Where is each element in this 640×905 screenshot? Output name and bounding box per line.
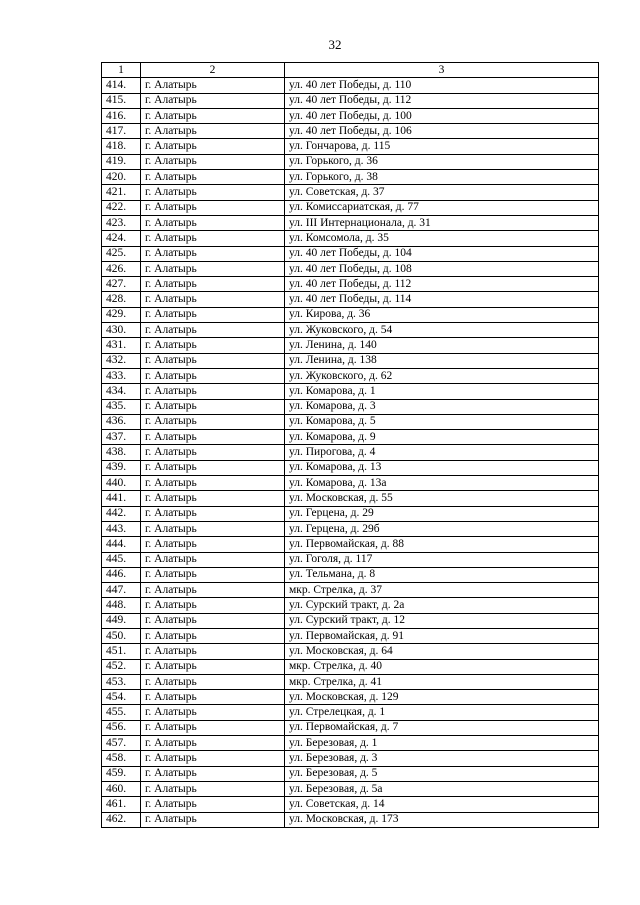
row-number: 439. bbox=[102, 460, 141, 475]
row-city: г. Алатырь bbox=[141, 506, 285, 521]
row-number: 455. bbox=[102, 705, 141, 720]
table-row bbox=[102, 384, 599, 399]
row-city: г. Алатырь bbox=[141, 246, 285, 261]
table-row bbox=[102, 460, 599, 475]
row-city: г. Алатырь bbox=[141, 368, 285, 383]
row-number: 420. bbox=[102, 170, 141, 185]
row-number: 440. bbox=[102, 476, 141, 491]
row-number: 449. bbox=[102, 613, 141, 628]
row-city: г. Алатырь bbox=[141, 628, 285, 643]
table-row bbox=[102, 583, 599, 598]
table-row bbox=[102, 644, 599, 659]
row-address: ул. Гоголя, д. 117 bbox=[285, 552, 599, 567]
table-row bbox=[102, 231, 599, 246]
table-row bbox=[102, 338, 599, 353]
row-city: г. Алатырь bbox=[141, 751, 285, 766]
table-row bbox=[102, 705, 599, 720]
row-city: г. Алатырь bbox=[141, 124, 285, 139]
table-row bbox=[102, 292, 599, 307]
row-number: 424. bbox=[102, 231, 141, 246]
table-row bbox=[102, 690, 599, 705]
table-row bbox=[102, 399, 599, 414]
table-row bbox=[102, 323, 599, 338]
row-city: г. Алатырь bbox=[141, 736, 285, 751]
row-city: г. Алатырь bbox=[141, 491, 285, 506]
table-row bbox=[102, 185, 599, 200]
row-address: ул. Первомайская, д. 88 bbox=[285, 537, 599, 552]
address-table bbox=[101, 62, 599, 828]
row-address: ул. Березовая, д. 3 bbox=[285, 751, 599, 766]
row-city: г. Алатырь bbox=[141, 781, 285, 796]
table-row bbox=[102, 78, 599, 93]
table-row bbox=[102, 430, 599, 445]
row-address: мкр. Стрелка, д. 37 bbox=[285, 583, 599, 598]
row-address: ул. Тельмана, д. 8 bbox=[285, 567, 599, 582]
row-address: ул. 40 лет Победы, д. 104 bbox=[285, 246, 599, 261]
row-number: 415. bbox=[102, 93, 141, 108]
row-number: 432. bbox=[102, 353, 141, 368]
row-number: 442. bbox=[102, 506, 141, 521]
table-row bbox=[102, 368, 599, 383]
row-city: г. Алатырь bbox=[141, 797, 285, 812]
row-number: 419. bbox=[102, 154, 141, 169]
row-city: г. Алатырь bbox=[141, 690, 285, 705]
row-address: ул. 40 лет Победы, д. 106 bbox=[285, 124, 599, 139]
row-city: г. Алатырь bbox=[141, 659, 285, 674]
table-row bbox=[102, 537, 599, 552]
row-number: 428. bbox=[102, 292, 141, 307]
row-address: ул. Советская, д. 37 bbox=[285, 185, 599, 200]
row-number: 453. bbox=[102, 674, 141, 689]
row-address: ул. Березовая, д. 5 bbox=[285, 766, 599, 781]
table-row bbox=[102, 552, 599, 567]
row-city: г. Алатырь bbox=[141, 583, 285, 598]
table-row bbox=[102, 613, 599, 628]
row-city: г. Алатырь bbox=[141, 277, 285, 292]
row-address: ул. 40 лет Победы, д. 112 bbox=[285, 277, 599, 292]
row-number: 444. bbox=[102, 537, 141, 552]
row-city: г. Алатырь bbox=[141, 537, 285, 552]
row-address: ул. Первомайская, д. 7 bbox=[285, 720, 599, 735]
row-city: г. Алатырь bbox=[141, 200, 285, 215]
row-number: 450. bbox=[102, 628, 141, 643]
row-number: 425. bbox=[102, 246, 141, 261]
table-row bbox=[102, 154, 599, 169]
row-address: ул. Горького, д. 36 bbox=[285, 154, 599, 169]
row-number: 423. bbox=[102, 215, 141, 230]
table-row bbox=[102, 353, 599, 368]
row-city: г. Алатырь bbox=[141, 338, 285, 353]
row-number: 430. bbox=[102, 323, 141, 338]
row-address: ул. Сурский тракт, д. 12 bbox=[285, 613, 599, 628]
row-address: ул. Кирова, д. 36 bbox=[285, 307, 599, 322]
row-address: ул. Комиссариатская, д. 77 bbox=[285, 200, 599, 215]
row-number: 435. bbox=[102, 399, 141, 414]
row-number: 448. bbox=[102, 598, 141, 613]
table-row bbox=[102, 720, 599, 735]
row-number: 421. bbox=[102, 185, 141, 200]
row-city: г. Алатырь bbox=[141, 231, 285, 246]
row-address: ул. Ленина, д. 140 bbox=[285, 338, 599, 353]
row-address: ул. Пирогова, д. 4 bbox=[285, 445, 599, 460]
table-row bbox=[102, 491, 599, 506]
row-address: ул. Московская, д. 55 bbox=[285, 491, 599, 506]
row-address: ул. Московская, д. 64 bbox=[285, 644, 599, 659]
row-city: г. Алатырь bbox=[141, 307, 285, 322]
table-row bbox=[102, 628, 599, 643]
row-city: г. Алатырь bbox=[141, 613, 285, 628]
row-address: мкр. Стрелка, д. 41 bbox=[285, 674, 599, 689]
row-number: 437. bbox=[102, 430, 141, 445]
table-row bbox=[102, 521, 599, 536]
table-row bbox=[102, 812, 599, 827]
row-city: г. Алатырь bbox=[141, 476, 285, 491]
row-number: 429. bbox=[102, 307, 141, 322]
row-address: ул. 40 лет Победы, д. 112 bbox=[285, 93, 599, 108]
table-row bbox=[102, 598, 599, 613]
row-number: 438. bbox=[102, 445, 141, 460]
row-city: г. Алатырь bbox=[141, 185, 285, 200]
row-address: ул. Жуковского, д. 54 bbox=[285, 323, 599, 338]
table-row bbox=[102, 277, 599, 292]
row-city: г. Алатырь bbox=[141, 170, 285, 185]
table-row bbox=[102, 797, 599, 812]
row-number: 460. bbox=[102, 781, 141, 796]
row-city: г. Алатырь bbox=[141, 215, 285, 230]
row-address: ул. Гончарова, д. 115 bbox=[285, 139, 599, 154]
row-number: 459. bbox=[102, 766, 141, 781]
table-row bbox=[102, 246, 599, 261]
row-city: г. Алатырь bbox=[141, 384, 285, 399]
row-number: 447. bbox=[102, 583, 141, 598]
row-address: ул. III Интернационала, д. 31 bbox=[285, 215, 599, 230]
row-address: ул. Герцена, д. 29 bbox=[285, 506, 599, 521]
row-city: г. Алатырь bbox=[141, 292, 285, 307]
row-city: г. Алатырь bbox=[141, 705, 285, 720]
row-number: 441. bbox=[102, 491, 141, 506]
row-city: г. Алатырь bbox=[141, 261, 285, 276]
row-address: ул. Комсомола, д. 35 bbox=[285, 231, 599, 246]
table-row bbox=[102, 736, 599, 751]
row-address: ул. Горького, д. 38 bbox=[285, 170, 599, 185]
table-row bbox=[102, 170, 599, 185]
row-address: ул. Первомайская, д. 91 bbox=[285, 628, 599, 643]
row-city: г. Алатырь bbox=[141, 445, 285, 460]
row-address: ул. Комарова, д. 13 bbox=[285, 460, 599, 475]
row-address: ул. 40 лет Победы, д. 114 bbox=[285, 292, 599, 307]
row-city: г. Алатырь bbox=[141, 460, 285, 475]
row-number: 427. bbox=[102, 277, 141, 292]
row-address: ул. Стрелецкая, д. 1 bbox=[285, 705, 599, 720]
row-city: г. Алатырь bbox=[141, 720, 285, 735]
table-row bbox=[102, 506, 599, 521]
row-number: 445. bbox=[102, 552, 141, 567]
row-number: 426. bbox=[102, 261, 141, 276]
row-number: 416. bbox=[102, 108, 141, 123]
row-city: г. Алатырь bbox=[141, 93, 285, 108]
row-address: мкр. Стрелка, д. 40 bbox=[285, 659, 599, 674]
table-row bbox=[102, 476, 599, 491]
row-number: 433. bbox=[102, 368, 141, 383]
row-city: г. Алатырь bbox=[141, 154, 285, 169]
row-city: г. Алатырь bbox=[141, 521, 285, 536]
row-city: г. Алатырь bbox=[141, 552, 285, 567]
row-city: г. Алатырь bbox=[141, 414, 285, 429]
row-number: 443. bbox=[102, 521, 141, 536]
row-city: г. Алатырь bbox=[141, 353, 285, 368]
table-header-row bbox=[102, 63, 599, 78]
row-number: 462. bbox=[102, 812, 141, 827]
table-row bbox=[102, 200, 599, 215]
column-header-city: 2 bbox=[141, 63, 285, 78]
row-address: ул. 40 лет Победы, д. 110 bbox=[285, 78, 599, 93]
row-address: ул. Комарова, д. 3 bbox=[285, 399, 599, 414]
row-address: ул. Герцена, д. 29б bbox=[285, 521, 599, 536]
row-number: 417. bbox=[102, 124, 141, 139]
row-city: г. Алатырь bbox=[141, 812, 285, 827]
row-number: 451. bbox=[102, 644, 141, 659]
row-city: г. Алатырь bbox=[141, 644, 285, 659]
table-row bbox=[102, 215, 599, 230]
row-city: г. Алатырь bbox=[141, 78, 285, 93]
row-number: 457. bbox=[102, 736, 141, 751]
row-city: г. Алатырь bbox=[141, 567, 285, 582]
table-row bbox=[102, 414, 599, 429]
table-row bbox=[102, 307, 599, 322]
row-address: ул. 40 лет Победы, д. 108 bbox=[285, 261, 599, 276]
page-number: 32 bbox=[328, 37, 342, 52]
table-row bbox=[102, 766, 599, 781]
row-address: ул. Сурский тракт, д. 2а bbox=[285, 598, 599, 613]
row-address: ул. Жуковского, д. 62 bbox=[285, 368, 599, 383]
row-city: г. Алатырь bbox=[141, 674, 285, 689]
row-number: 418. bbox=[102, 139, 141, 154]
table-row bbox=[102, 93, 599, 108]
row-number: 446. bbox=[102, 567, 141, 582]
row-number: 414. bbox=[102, 78, 141, 93]
table-row bbox=[102, 674, 599, 689]
row-address: ул. Ленина, д. 138 bbox=[285, 353, 599, 368]
table-body bbox=[102, 78, 599, 828]
row-address: ул. 40 лет Победы, д. 100 bbox=[285, 108, 599, 123]
row-address: ул. Березовая, д. 5а bbox=[285, 781, 599, 796]
table-row bbox=[102, 445, 599, 460]
row-city: г. Алатырь bbox=[141, 430, 285, 445]
row-number: 456. bbox=[102, 720, 141, 735]
row-number: 461. bbox=[102, 797, 141, 812]
row-address: ул. Московская, д. 129 bbox=[285, 690, 599, 705]
table-row bbox=[102, 751, 599, 766]
row-address: ул. Березовая, д. 1 bbox=[285, 736, 599, 751]
table-row bbox=[102, 567, 599, 582]
row-city: г. Алатырь bbox=[141, 598, 285, 613]
row-address: ул. Комарова, д. 5 bbox=[285, 414, 599, 429]
row-city: г. Алатырь bbox=[141, 323, 285, 338]
row-city: г. Алатырь bbox=[141, 766, 285, 781]
row-city: г. Алатырь bbox=[141, 139, 285, 154]
row-address: ул. Комарова, д. 1 bbox=[285, 384, 599, 399]
table-row bbox=[102, 659, 599, 674]
row-number: 436. bbox=[102, 414, 141, 429]
row-number: 422. bbox=[102, 200, 141, 215]
row-address: ул. Московская, д. 173 bbox=[285, 812, 599, 827]
table-row bbox=[102, 108, 599, 123]
table-row bbox=[102, 124, 599, 139]
column-header-number: 1 bbox=[102, 63, 141, 78]
row-address: ул. Комарова, д. 13а bbox=[285, 476, 599, 491]
row-number: 454. bbox=[102, 690, 141, 705]
row-number: 431. bbox=[102, 338, 141, 353]
row-number: 452. bbox=[102, 659, 141, 674]
row-city: г. Алатырь bbox=[141, 399, 285, 414]
row-address: ул. Комарова, д. 9 bbox=[285, 430, 599, 445]
row-number: 458. bbox=[102, 751, 141, 766]
table-row bbox=[102, 139, 599, 154]
row-number: 434. bbox=[102, 384, 141, 399]
table-row bbox=[102, 781, 599, 796]
row-city: г. Алатырь bbox=[141, 108, 285, 123]
table-row bbox=[102, 261, 599, 276]
row-address: ул. Советская, д. 14 bbox=[285, 797, 599, 812]
column-header-address: 3 bbox=[285, 63, 599, 78]
